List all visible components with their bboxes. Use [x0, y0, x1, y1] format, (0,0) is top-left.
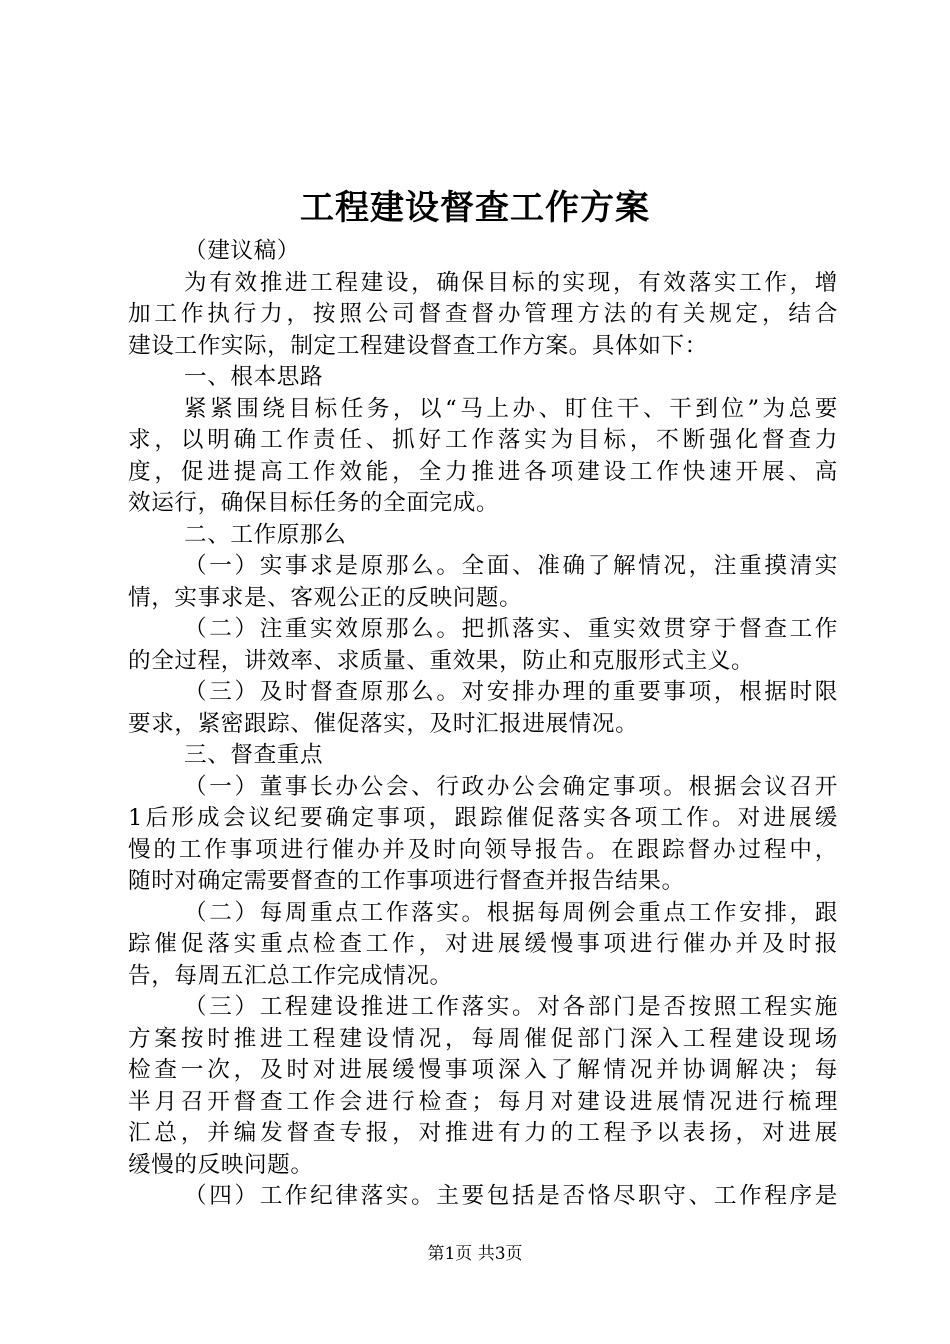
text-line: 随时对确定需要督查的工作事项进行督查并报告结果。	[128, 868, 685, 894]
document-title: 工程建设督查工作方案	[300, 188, 650, 228]
text-line: 检查一次，及时对进展缓慢事项深入了解情况并协调解决；每	[128, 1057, 838, 1083]
text-line: （四）工作纪律落实。主要包括是否恪尽职守、工作程序是	[184, 1183, 838, 1209]
text-line: （三）工程建设推进工作落实。对各部门是否按照工程实施	[184, 994, 838, 1020]
text-line: （建议稿）	[184, 238, 300, 264]
text-line: 告，每周五汇总工作完成情况。	[128, 962, 453, 989]
text-line: 方案按时推进工程建设情况，每周催促部门深入工程建设现场	[128, 1025, 838, 1052]
text-line: （一）董事长办公会、行政办公会确定事项。根据会议召开	[184, 773, 838, 800]
text-line: 情，实事求是、客观公正的反映问题。	[128, 584, 523, 611]
text-line: 三、督查重点	[184, 742, 324, 768]
text-line: 的全过程，讲效率、求质量、重效果，防止和克服形式主义。	[128, 647, 755, 674]
text-line: 要求，紧密跟踪、催促落实，及时汇报进展情况。	[128, 710, 639, 737]
text-line: 求，以明确工作责任、抓好工作落实为目标，不断强化督查力	[128, 427, 838, 453]
text-line: （一）实事求是原那么。全面、准确了解情况，注重摸清实	[184, 553, 838, 579]
text-line: 建设工作实际，制定工程建设督查工作方案。具体如下：	[128, 332, 708, 359]
text-line: 踪催促落实重点检查工作，对进展缓慢事项进行催办并及时报	[128, 931, 838, 957]
text-line: 紧紧围绕目标任务，以“马上办、盯住干、干到位”为总要	[184, 395, 838, 422]
document-body	[128, 236, 838, 1213]
text-line: 加工作执行力，按照公司督查督办管理方法的有关规定，结合	[128, 301, 838, 327]
text-line: 慢的工作事项进行催办并及时向领导报告。在跟踪督办过程中，	[128, 836, 838, 863]
text-line: 一、根本思路	[184, 364, 324, 390]
text-line: 度，促进提高工作效能，全力推进各项建设工作快速开展、高	[128, 458, 838, 485]
text-line: 为有效推进工程建设，确保目标的实现，有效落实工作，增	[184, 269, 838, 296]
text-line: （二）每周重点工作落实。根据每周例会重点工作安排，跟	[184, 899, 838, 926]
text-line: 效运行，确保目标任务的全面完成。	[128, 490, 500, 516]
text-line: 汇总，并编发督查专报，对推进有力的工程予以表扬，对进展	[128, 1120, 838, 1146]
text-line: 半月召开督查工作会进行检查；每月对建设进展情况进行梳理	[128, 1088, 838, 1115]
text-line: 1后形成会议纪要确定事项，跟踪催促落实各项工作。对进展缓	[128, 805, 838, 831]
text-line: （三）及时督查原那么。对安排办理的重要事项，根据时限	[184, 679, 838, 705]
text-line: 缓慢的反映问题。	[128, 1151, 314, 1178]
text-line: （二）注重实效原那么。把抓落实、重实效贯穿于督查工作	[184, 616, 838, 642]
page-footer: 第1页 共3页	[427, 1244, 523, 1264]
text-line: 二、工作原那么	[184, 521, 347, 548]
